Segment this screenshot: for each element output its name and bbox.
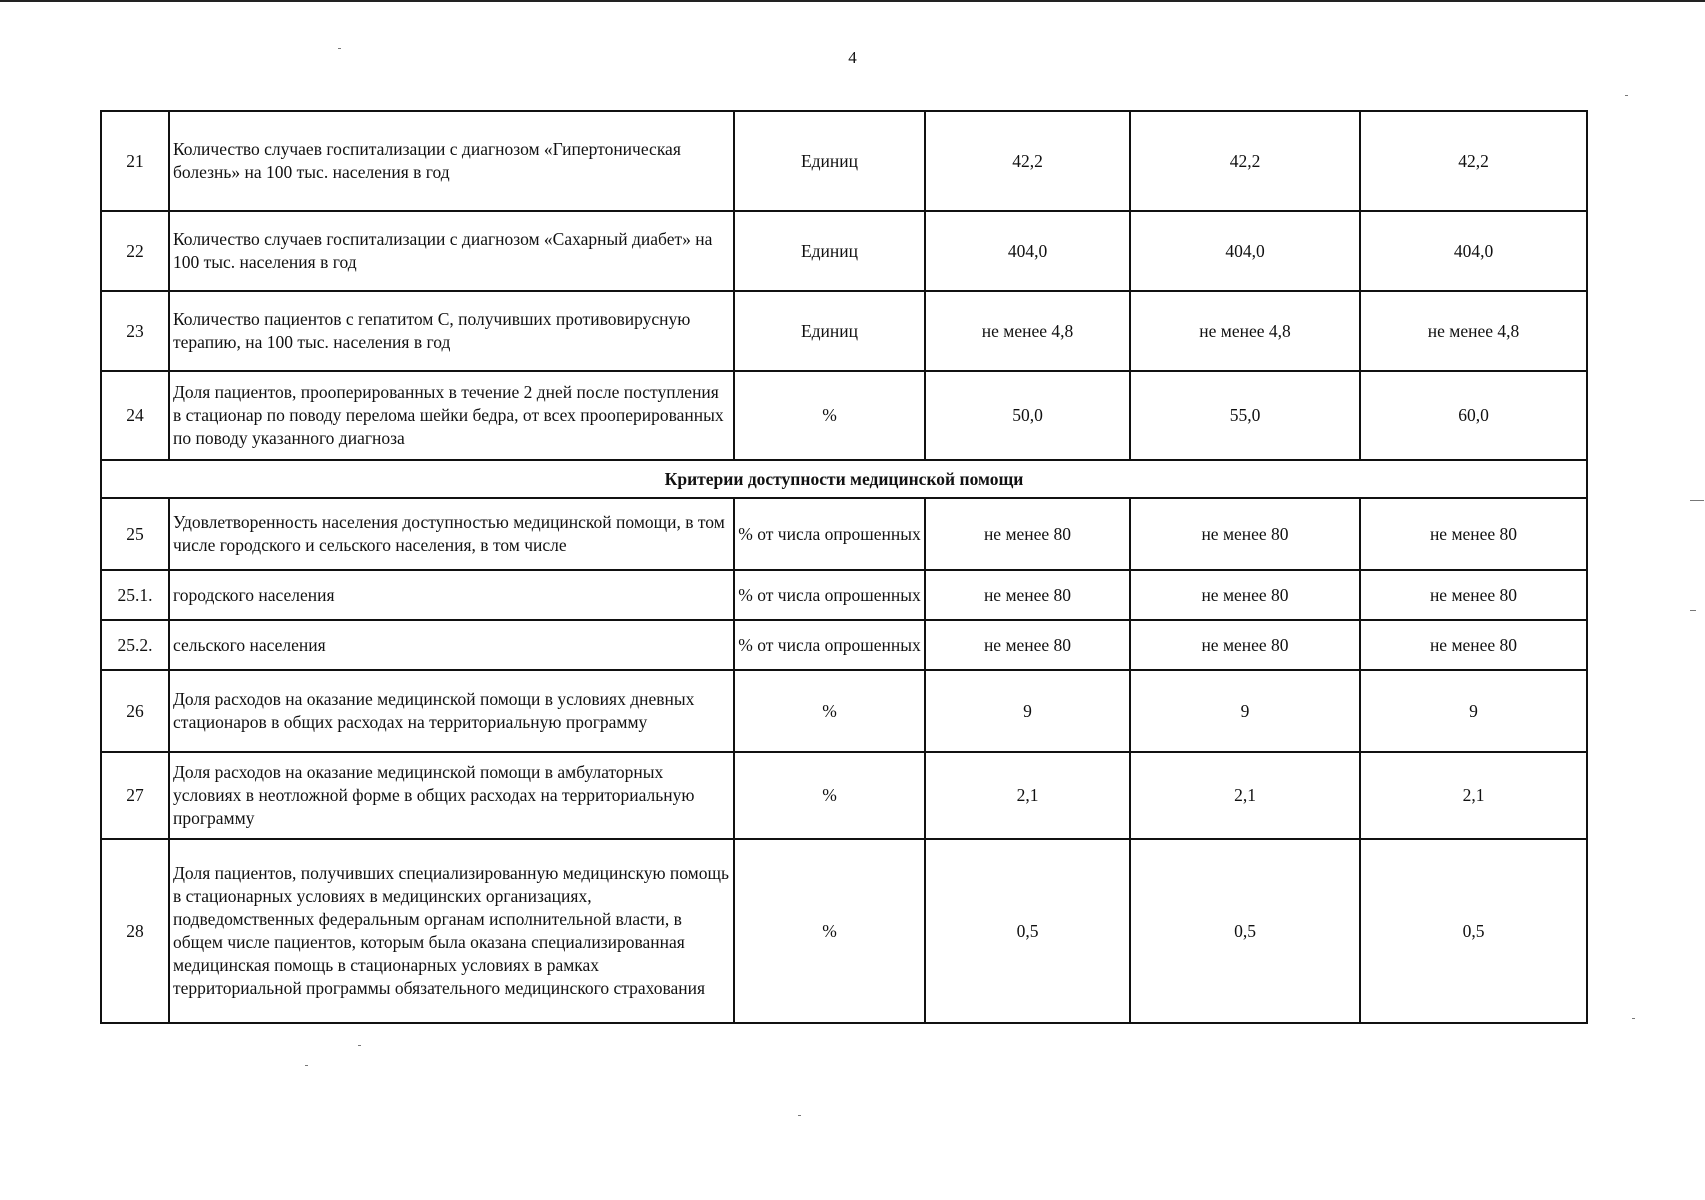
value-cell: 0,5 [925,839,1130,1023]
table-row [101,498,1587,570]
scan-speck [358,1045,361,1046]
unit-cell: Единиц [734,111,925,211]
section-row [101,460,1587,498]
unit-cell: % [734,371,925,460]
table-row [101,752,1587,839]
indicator-name: Количество пациентов с гепатитом С, получивших противовирусную терапию, на 100 тыс. населения в год [169,291,734,371]
row-number: 24 [101,371,169,460]
row-number: 23 [101,291,169,371]
value-cell: не менее 4,8 [1130,291,1360,371]
indicator-name: Доля пациентов, получивших специализированную медицинскую помощь в стационарных условиях в медицинских организациях, подведомственных федеральным органам исполнительной власти, в общем числе пациентов, которым была оказана специализированная медицинская помощь в стационарных условиях в рамках территориальной программы обязательного медицинского страхования [169,839,734,1023]
table-row [101,111,1587,211]
value-cell: не менее 80 [1360,498,1587,570]
value-cell: не менее 80 [1360,570,1587,620]
row-number: 28 [101,839,169,1023]
value-cell: 55,0 [1130,371,1360,460]
indicator-name: Доля расходов на оказание медицинской помощи в амбулаторных условиях в неотложной форме в общих расходах на территориальную программу [169,752,734,839]
unit-cell: % [734,752,925,839]
value-cell: 60,0 [1360,371,1587,460]
scan-speck [1625,95,1628,96]
value-cell: 9 [1360,670,1587,752]
value-cell: 2,1 [1360,752,1587,839]
table-row [101,670,1587,752]
indicator-name: Доля расходов на оказание медицинской помощи в условиях дневных стационаров в общих расходах на территориальную программу [169,670,734,752]
value-cell: 404,0 [1130,211,1360,291]
unit-cell: % от числа опрошенных [734,498,925,570]
indicator-name: Удовлетворенность населения доступностью медицинской помощи, в том числе городского и сельского населения, в том числе [169,498,734,570]
table-row [101,291,1587,371]
value-cell: не менее 4,8 [925,291,1130,371]
value-cell: 42,2 [1360,111,1587,211]
page-number: 4 [848,48,857,67]
table-row [101,211,1587,291]
table-row [101,570,1587,620]
value-cell: не менее 80 [1130,620,1360,670]
indicator-name: сельского населения [169,620,734,670]
indicator-name: Доля пациентов, прооперированных в течение 2 дней после поступления в стационар по поводу перелома шейки бедра, от всех прооперированных по поводу указанного диагноза [169,371,734,460]
scan-top-edge [0,0,1705,2]
scan-speck [1632,1018,1635,1019]
row-number: 25 [101,498,169,570]
value-cell: 50,0 [925,371,1130,460]
indicators-table [100,110,1588,1024]
value-cell: не менее 4,8 [1360,291,1587,371]
value-cell: 0,5 [1130,839,1360,1023]
value-cell: не менее 80 [1130,570,1360,620]
section-title: Критерии доступности медицинской помощи [101,460,1587,498]
value-cell: 9 [925,670,1130,752]
value-cell: не менее 80 [925,570,1130,620]
value-cell: не менее 80 [925,620,1130,670]
value-cell: 2,1 [1130,752,1360,839]
table-row [101,371,1587,460]
value-cell: не менее 80 [925,498,1130,570]
value-cell: не менее 80 [1130,498,1360,570]
unit-cell: Единиц [734,211,925,291]
row-number: 25.1. [101,570,169,620]
row-number: 27 [101,752,169,839]
table-row [101,620,1587,670]
value-cell: 404,0 [925,211,1130,291]
unit-cell: Единиц [734,291,925,371]
table-row [101,839,1587,1023]
unit-cell: % от числа опрошенных [734,570,925,620]
unit-cell: % [734,670,925,752]
value-cell: 0,5 [1360,839,1587,1023]
indicator-name: Количество случаев госпитализации с диагнозом «Сахарный диабет» на 100 тыс. населения в год [169,211,734,291]
row-number: 21 [101,111,169,211]
value-cell: 42,2 [1130,111,1360,211]
scan-speck [798,1115,801,1116]
row-number: 22 [101,211,169,291]
row-number: 26 [101,670,169,752]
scan-speck [1690,500,1704,501]
unit-cell: % [734,839,925,1023]
scan-speck [338,48,341,49]
indicator-name: Количество случаев госпитализации с диагнозом «Гипертоническая болезнь» на 100 тыс. населения в год [169,111,734,211]
scan-speck [1690,610,1696,611]
unit-cell: % от числа опрошенных [734,620,925,670]
value-cell: 42,2 [925,111,1130,211]
row-number: 25.2. [101,620,169,670]
value-cell: 404,0 [1360,211,1587,291]
value-cell: не менее 80 [1360,620,1587,670]
indicator-name: городского населения [169,570,734,620]
value-cell: 2,1 [925,752,1130,839]
scan-speck [305,1065,308,1066]
value-cell: 9 [1130,670,1360,752]
